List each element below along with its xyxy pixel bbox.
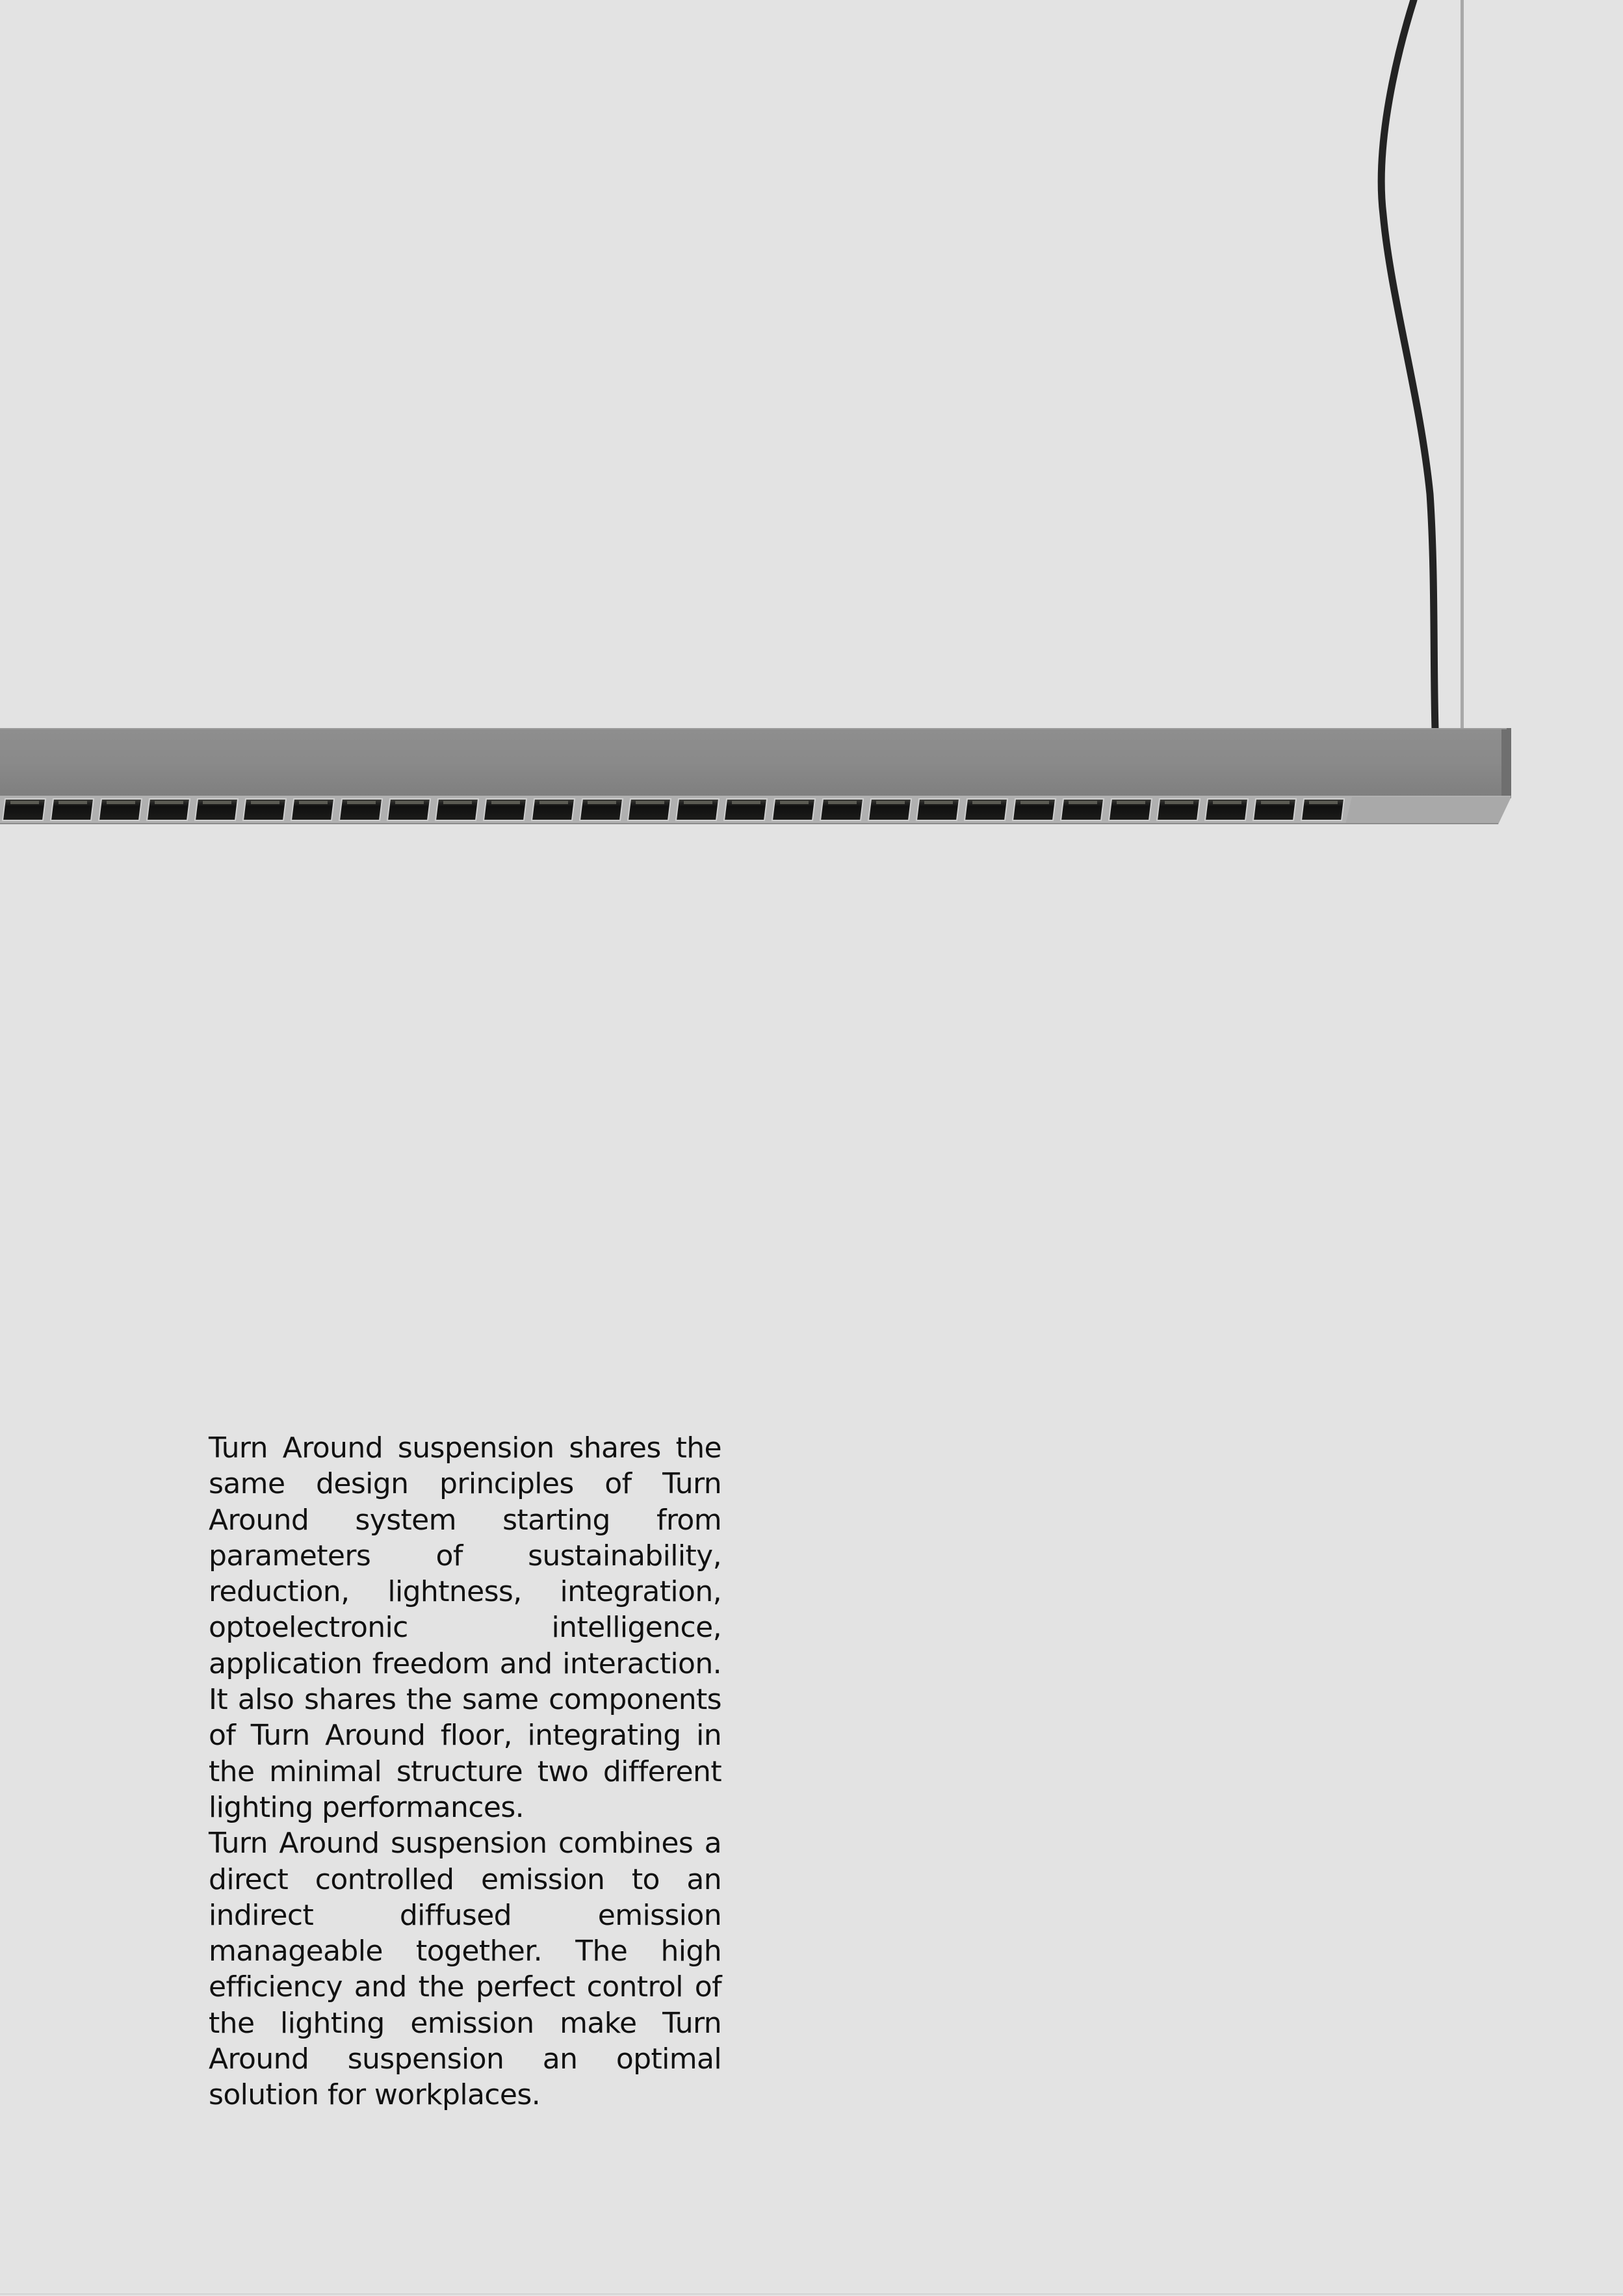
optic-cell-reflector — [395, 801, 424, 804]
luminaire-body — [0, 728, 1507, 796]
luminaire-end-cap — [1501, 728, 1511, 798]
optic-cell-reflector — [1213, 801, 1241, 804]
optic-cell-reflector — [1261, 801, 1290, 804]
optic-cell-reflector — [299, 801, 328, 804]
optic-cell-reflector — [1020, 801, 1049, 804]
optic-cell-reflector — [539, 801, 568, 804]
optic-cell-reflector — [780, 801, 809, 804]
optic-cell-reflector — [347, 801, 376, 804]
optic-cell-reflector — [924, 801, 953, 804]
optic-cell-reflector — [588, 801, 616, 804]
optic-cell-reflector — [443, 801, 472, 804]
optic-cell-reflector — [1117, 801, 1145, 804]
optic-cell-reflector — [107, 801, 135, 804]
page-bottom-rule — [0, 2293, 1623, 2295]
optic-cell-reflector — [876, 801, 905, 804]
optic-cell-reflector — [251, 801, 279, 804]
optic-cell-reflector — [203, 801, 231, 804]
description-paragraph-1: Turn Around suspension shares the same design principles of Turn Around system starting from parameters of sustainability, reduction, lightness, integration, optoelectronic intelligence, application freedom and interaction. It also shares the same components of Turn Around floor, integrating in the minimal structure two different lighting performances. — [209, 1431, 721, 1824]
optic-cell-reflector — [1309, 801, 1338, 804]
optic-cell-reflector — [155, 801, 183, 804]
power-cable — [1381, 0, 1435, 729]
optic-cell-reflector — [58, 801, 87, 804]
optic-cell-reflector — [1165, 801, 1193, 804]
description-paragraph-2: Turn Around suspension combines a direct controlled emission to an indirect diffused emission manageable together. The high efficiency and the perfect control of the lighting emission make Turn Around suspension an optimal solution for workplaces. — [209, 1827, 721, 2112]
optic-cell-reflector — [491, 801, 520, 804]
optic-cell-reflector — [636, 801, 664, 804]
optic-cell-reflector — [1069, 801, 1097, 804]
optic-cell-reflector — [684, 801, 712, 804]
suspension-luminaire-illustration — [0, 0, 1623, 845]
suspension-rod — [1461, 0, 1464, 729]
product-description — [209, 1430, 721, 2113]
optic-cell-reflector — [828, 801, 857, 804]
optic-cell-reflector — [972, 801, 1001, 804]
optic-cell-reflector — [10, 801, 39, 804]
optic-cell-reflector — [732, 801, 760, 804]
